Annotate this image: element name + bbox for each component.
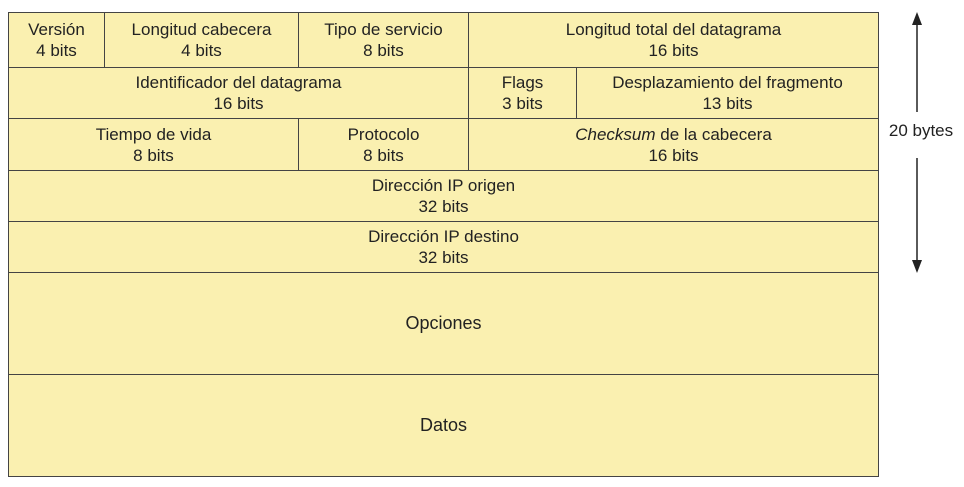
field-protocol-name: Protocolo bbox=[347, 124, 420, 144]
field-checksum-name-rest: de la cabecera bbox=[655, 124, 772, 144]
field-options-name: Opciones bbox=[405, 313, 482, 333]
field-source-ip-bits: 32 bits bbox=[418, 197, 469, 216]
field-ttl-name: Tiempo de vida bbox=[95, 124, 212, 144]
field-header-length-name: Longitud cabecera bbox=[131, 20, 272, 39]
field-options bbox=[8, 272, 879, 375]
field-fragment-offset-name: Desplazamiento del fragmento bbox=[612, 73, 843, 92]
field-fragment-offset bbox=[576, 67, 879, 119]
field-protocol-bits: 8 bits bbox=[363, 145, 404, 165]
field-source-ip bbox=[8, 170, 879, 222]
field-total-length-bits: 16 bits bbox=[648, 41, 699, 60]
field-flags-name: Flags bbox=[501, 73, 544, 92]
field-dest-ip-bits: 32 bits bbox=[418, 248, 469, 267]
field-protocol bbox=[298, 118, 469, 171]
field-service-type bbox=[298, 12, 469, 68]
arrow-head-up bbox=[912, 12, 922, 25]
field-ttl bbox=[8, 118, 299, 171]
field-service-type-bits: 8 bits bbox=[363, 41, 404, 60]
header-size-arrow bbox=[900, 8, 940, 278]
field-dest-ip bbox=[8, 221, 879, 273]
field-data-name: Datos bbox=[419, 415, 468, 435]
field-identifier bbox=[8, 67, 469, 119]
field-version-bits: 4 bits bbox=[36, 41, 77, 60]
field-checksum-name bbox=[575, 124, 772, 145]
header-size-label: 20 bytes bbox=[888, 121, 954, 140]
field-identifier-bits: 16 bits bbox=[213, 94, 264, 113]
field-checksum-name-italic: Checksum bbox=[575, 124, 656, 144]
field-data bbox=[8, 374, 879, 477]
field-version bbox=[8, 12, 105, 68]
field-header-length-bits: 4 bits bbox=[181, 41, 222, 60]
field-total-length-name: Longitud total del datagrama bbox=[565, 20, 782, 39]
field-flags-bits: 3 bits bbox=[502, 94, 543, 113]
field-fragment-offset-bits: 13 bits bbox=[702, 94, 753, 113]
field-identifier-name: Identificador del datagrama bbox=[135, 73, 342, 92]
field-version-name: Versión bbox=[28, 20, 85, 39]
field-dest-ip-name: Dirección IP destino bbox=[368, 227, 519, 246]
field-total-length bbox=[468, 12, 879, 68]
field-header-length bbox=[104, 12, 299, 68]
field-checksum bbox=[468, 118, 879, 171]
field-service-type-name: Tipo de servicio bbox=[324, 20, 443, 39]
field-source-ip-name: Dirección IP origen bbox=[371, 176, 516, 195]
field-checksum-bits: 16 bits bbox=[648, 145, 699, 165]
field-ttl-bits: 8 bits bbox=[133, 145, 174, 165]
arrow-head-down bbox=[912, 260, 922, 273]
field-flags bbox=[468, 67, 577, 119]
